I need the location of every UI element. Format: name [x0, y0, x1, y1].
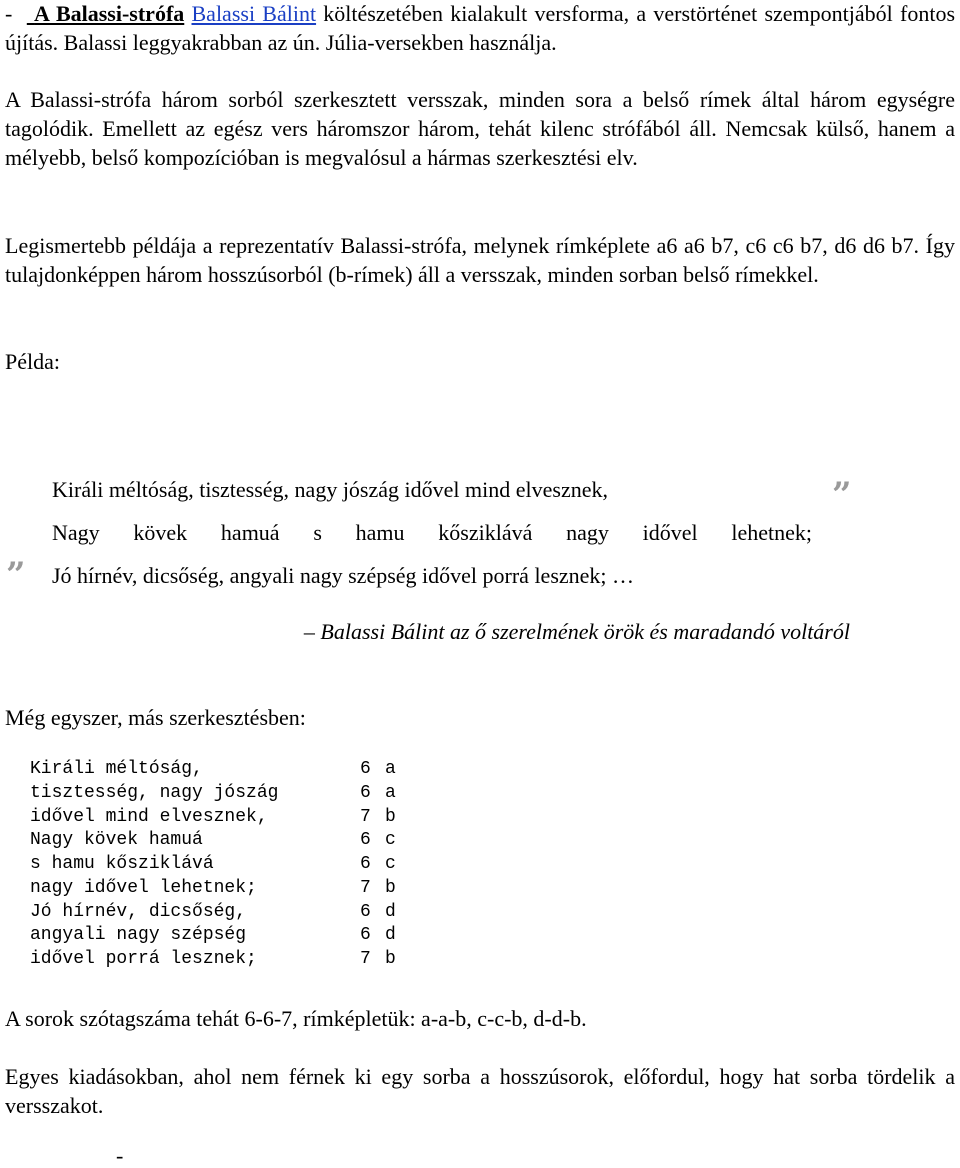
verse-segment: s hamu kősziklává [30, 854, 214, 874]
syllable-table [30, 758, 415, 972]
verse-segment: tisztesség, nagy jószág [30, 782, 279, 803]
rhyme-letter: d [385, 925, 396, 946]
syllable-count: 6 [360, 782, 371, 803]
end-dash: - [116, 1143, 124, 1168]
syllable-count: 6 [360, 854, 371, 874]
verse-segment: idővel porrá lesznek; [30, 949, 257, 969]
syllable-count: 7 [360, 806, 371, 827]
rhyme-letter: d [385, 901, 396, 922]
table-row [30, 853, 415, 877]
rhyme-letter: c [385, 830, 396, 851]
table-row [30, 806, 415, 830]
table-row [30, 829, 415, 853]
verse-segment: Jó hírnév, dicsőség, [30, 901, 247, 922]
syllable-count: 6 [360, 925, 371, 946]
table-row [30, 948, 415, 972]
table-row [30, 924, 415, 948]
table-row [30, 877, 415, 901]
rhyme-letter: b [385, 949, 396, 969]
syllable-count: 7 [360, 949, 371, 969]
verse-segment: nagy idővel lehetnek; [30, 877, 257, 898]
balassi-balint-link[interactable]: Balassi Bálint [191, 1, 317, 26]
intro-dash: - [5, 1, 13, 26]
syllable-count: 7 [360, 877, 371, 898]
quote-line-1: Királi méltóság, tisztesség, nagy jószág idővel mind elvesznek, [52, 477, 608, 502]
intro-paragraph [5, 0, 955, 57]
table-row [30, 782, 415, 806]
syllable-count: 6 [360, 830, 371, 851]
close-quote-mark-icon: ” [832, 475, 852, 515]
paragraph-example-description: Legismertebb példája a reprezentatív Balassi-strófa, melynek rímképlete a6 a6 b7, c6 c6 b7, d6 d6 b7. Így tulajdonképpen három hosszúsorból (b-rímek) áll a versszak, minden sorban belső rímekkel. [5, 233, 955, 287]
rhyme-letter: c [385, 854, 396, 874]
intro-rest: költészetében kialakult versforma, a verstörténet szempontjából fontos újítás. Balassi leggyakrabban az ún. Júlia-versekben használja. [5, 1, 955, 55]
table-row [30, 901, 415, 925]
example-label: Példa: [5, 349, 60, 374]
table-row [30, 758, 415, 782]
rhyme-letter: a [385, 782, 396, 803]
verse-segment: Királi méltóság, [30, 759, 203, 779]
syllable-count: 6 [360, 901, 371, 922]
open-quote-mark-icon: ” [6, 555, 26, 595]
verse-segment: angyali nagy szépség [30, 925, 247, 946]
rhyme-letter: b [385, 806, 396, 827]
quote-attribution: – Balassi Bálint az ő szerelmének örök és maradandó voltáról [303, 619, 850, 644]
term-text: A Balassi-strófa [34, 1, 185, 26]
quote-line-2: Nagy kövek hamuá s hamu kősziklává nagy idővel lehetnek; [52, 520, 812, 545]
quote-line-3: Jó hírnév, dicsőség, angyali nagy szépség idővel porrá lesznek; … [52, 563, 635, 588]
verse-segment: idővel mind elvesznek, [30, 806, 268, 827]
rhyme-letter: b [385, 877, 396, 898]
again-label: Még egyszer, más szerkesztésben: [5, 705, 306, 730]
paragraph-editions: Egyes kiadásokban, ahol nem férnek ki egy sorba a hosszúsorok, előfordul, hogy hat sorba tördelik a versszakot. [5, 1064, 955, 1118]
paragraph-syllables: A sorok szótagszáma tehát 6-6-7, rímképletük: a-a-b, c-c-b, d-d-b. [5, 1006, 587, 1031]
verse-segment: Nagy kövek hamuá [30, 830, 203, 851]
paragraph-structure: A Balassi-strófa három sorból szerkesztett versszak, minden sora a belső rímek által három egységre tagolódik. Emellett az egész vers háromszor három, tehát kilenc strófából áll. Nemcsak külső, hanem a mélyebb, belső kompozícióban is megvalósul a hármas szerkesztési elv. [5, 87, 955, 170]
syllable-count: 6 [360, 759, 371, 779]
term-heading [27, 1, 184, 26]
rhyme-letter: a [385, 759, 396, 779]
